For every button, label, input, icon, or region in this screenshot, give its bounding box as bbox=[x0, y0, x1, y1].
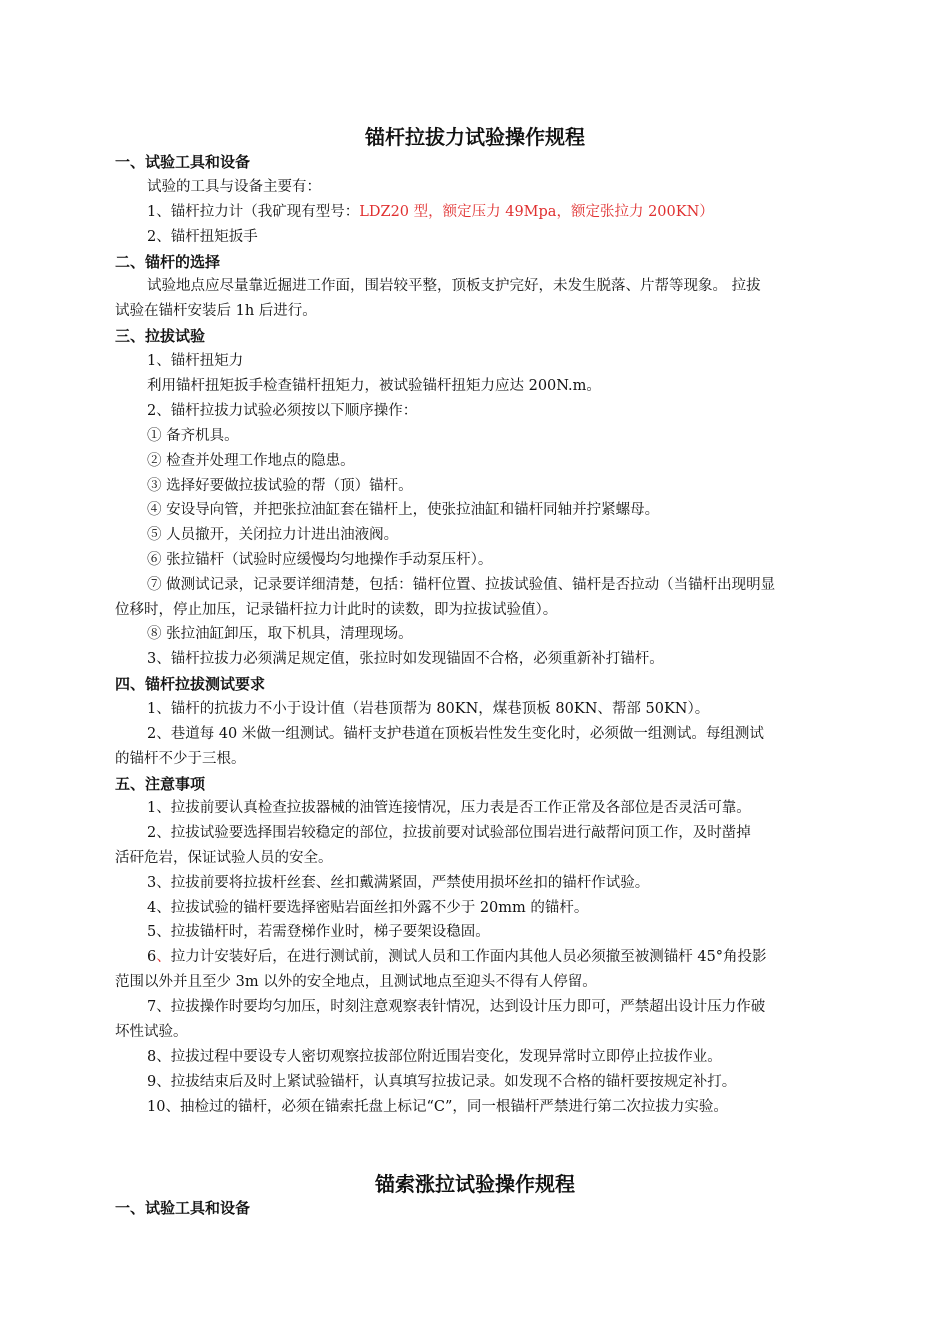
model-spec-highlight: LDZ20 型，额定压力 49Mpa，额定张拉力 200KN） bbox=[359, 204, 714, 220]
section-heading-tools-2: 一、试验工具和设备 bbox=[115, 1199, 251, 1217]
paragraph-line-continued: 坏性试验。 bbox=[115, 1024, 188, 1040]
model-label: 1、锚杆拉力计（我矿现有型号： bbox=[147, 204, 360, 220]
paragraph-line: 2、拉拔试验要选择围岩较稳定的部位，拉拔前要对试验部位围岩进行敲帮问顶工作，及时凿掉 bbox=[147, 825, 751, 841]
step-item: ⑧ 张拉油缸卸压，取下机具，清理现场。 bbox=[147, 626, 413, 642]
paragraph-line-model bbox=[147, 202, 877, 222]
item-number: 6 bbox=[147, 949, 157, 965]
paragraph-line: 8、拉拔过程中要设专人密切观察拉拔部位附近围岩变化，发现异常时立即停止拉拔作业。 bbox=[147, 1049, 722, 1065]
step-item: ③ 选择好要做拉拔试验的帮（顶）锚杆。 bbox=[147, 478, 413, 494]
step-item: ⑦ 做测试记录，记录要详细清楚，包括：锚杆位置、拉拔试验值、锚杆是否拉动（当锚杆出现明显 bbox=[147, 577, 776, 593]
step-item: ⑤ 人员撤开，关闭拉力计进出油液阀。 bbox=[147, 527, 399, 543]
paragraph-line: 3、锚杆拉拔力必须满足规定值，张拉时如发现锚固不合格，必须重新补打锚杆。 bbox=[147, 651, 664, 667]
section-heading-notes: 五、注意事项 bbox=[115, 775, 206, 793]
paragraph-line: 1、锚杆扭矩力 bbox=[147, 353, 244, 369]
section-heading-tools: 一、试验工具和设备 bbox=[115, 153, 251, 171]
document-title: 锚杆拉拔力试验操作规程 bbox=[365, 125, 585, 149]
step-item: ④ 安设导向管，并把张拉油缸套在锚杆上，使张拉油缸和锚杆同轴并拧紧螺母。 bbox=[147, 502, 660, 518]
second-document-title: 锚索涨拉试验操作规程 bbox=[375, 1172, 575, 1196]
step-item: ① 备齐机具。 bbox=[147, 428, 239, 444]
paragraph-line: 试验在锚杆安装后 1h 后进行。 bbox=[115, 303, 317, 319]
paragraph-line: 5、拉拔锚杆时，若需登梯作业时，梯子要架设稳固。 bbox=[147, 924, 490, 940]
paragraph-line: 7、拉拔操作时要均匀加压，时刻注意观察表针情况，达到设计压力即可，严禁超出设计压力作破 bbox=[147, 999, 766, 1015]
paragraph-line: 2、锚杆拉拔力试验必须按以下顺序操作： bbox=[147, 403, 418, 419]
paragraph-line: 2、巷道每 40 米做一组测试。锚杆支护巷道在顶板岩性发生变化时，必须做一组测试。每组测试 bbox=[147, 726, 764, 742]
paragraph-line: 利用锚杆扭矩扳手检查锚杆扭矩力，被试验锚杆扭矩力应达 200N.m。 bbox=[147, 378, 601, 394]
step-item-continued: 位移时，停止加压，记录锚杆拉力计此时的读数，即为拉拔试验值）。 bbox=[115, 602, 558, 618]
paragraph-line-continued: 范围以外并且至少 3m 以外的安全地点，且测试地点至迎头不得有人停留。 bbox=[115, 974, 597, 990]
paragraph-line: 9、拉拔结束后及时上紧试验锚杆，认真填写拉拔记录。如发现不合格的锚杆要按规定补打。 bbox=[147, 1074, 737, 1090]
item-text: 拉力计安装好后，在进行测试前，测试人员和工作面内其他人员必须撤至被测锚杆 45°角投影 bbox=[170, 949, 767, 965]
item-separator-red: 、 bbox=[156, 949, 171, 965]
paragraph-line: 3、拉拔前要将拉拔杆丝套、丝扣戴满紧固，严禁使用损坏丝扣的锚杆作试验。 bbox=[147, 875, 650, 891]
paragraph-line: 2、锚杆扭矩扳手 bbox=[147, 229, 258, 245]
paragraph-line: 试验的工具与设备主要有： bbox=[147, 179, 321, 195]
step-item: ② 检查并处理工作地点的隐患。 bbox=[147, 453, 355, 469]
paragraph-line bbox=[147, 947, 877, 967]
section-heading-pull-test: 三、拉拔试验 bbox=[115, 327, 206, 345]
paragraph-line: 1、拉拔前要认真检查拉拔器械的油管连接情况，压力表是否工作正常及各部位是否灵活可靠。 bbox=[147, 800, 751, 816]
paragraph-line: 10、抽检过的锚杆，必须在锚索托盘上标记“C”，同一根锚杆严禁进行第二次拉拔力实验。 bbox=[147, 1099, 728, 1115]
paragraph-line: 4、拉拔试验的锚杆要选择密贴岩面丝扣外露不少于 20mm 的锚杆。 bbox=[147, 900, 589, 916]
section-heading-selection: 二、锚杆的选择 bbox=[115, 253, 221, 271]
section-heading-requirements: 四、锚杆拉拔测试要求 bbox=[115, 675, 266, 693]
paragraph-line-continued: 的锚杆不少于三根。 bbox=[115, 751, 246, 767]
paragraph-line: 试验地点应尽量靠近掘进工作面，围岩较平整，顶板支护完好，未发生脱落、片帮等现象。 拉拔 bbox=[147, 278, 761, 294]
paragraph-line: 1、锚杆的抗拔力不小于设计值（岩巷顶帮为 80KN，煤巷顶板 80KN、帮部 50KN）。 bbox=[147, 701, 710, 717]
paragraph-line-continued: 活矸危岩，保证试验人员的安全。 bbox=[115, 850, 333, 866]
step-item: ⑥ 张拉锚杆（试验时应缓慢均匀地操作手动泵压杆）。 bbox=[147, 552, 493, 568]
